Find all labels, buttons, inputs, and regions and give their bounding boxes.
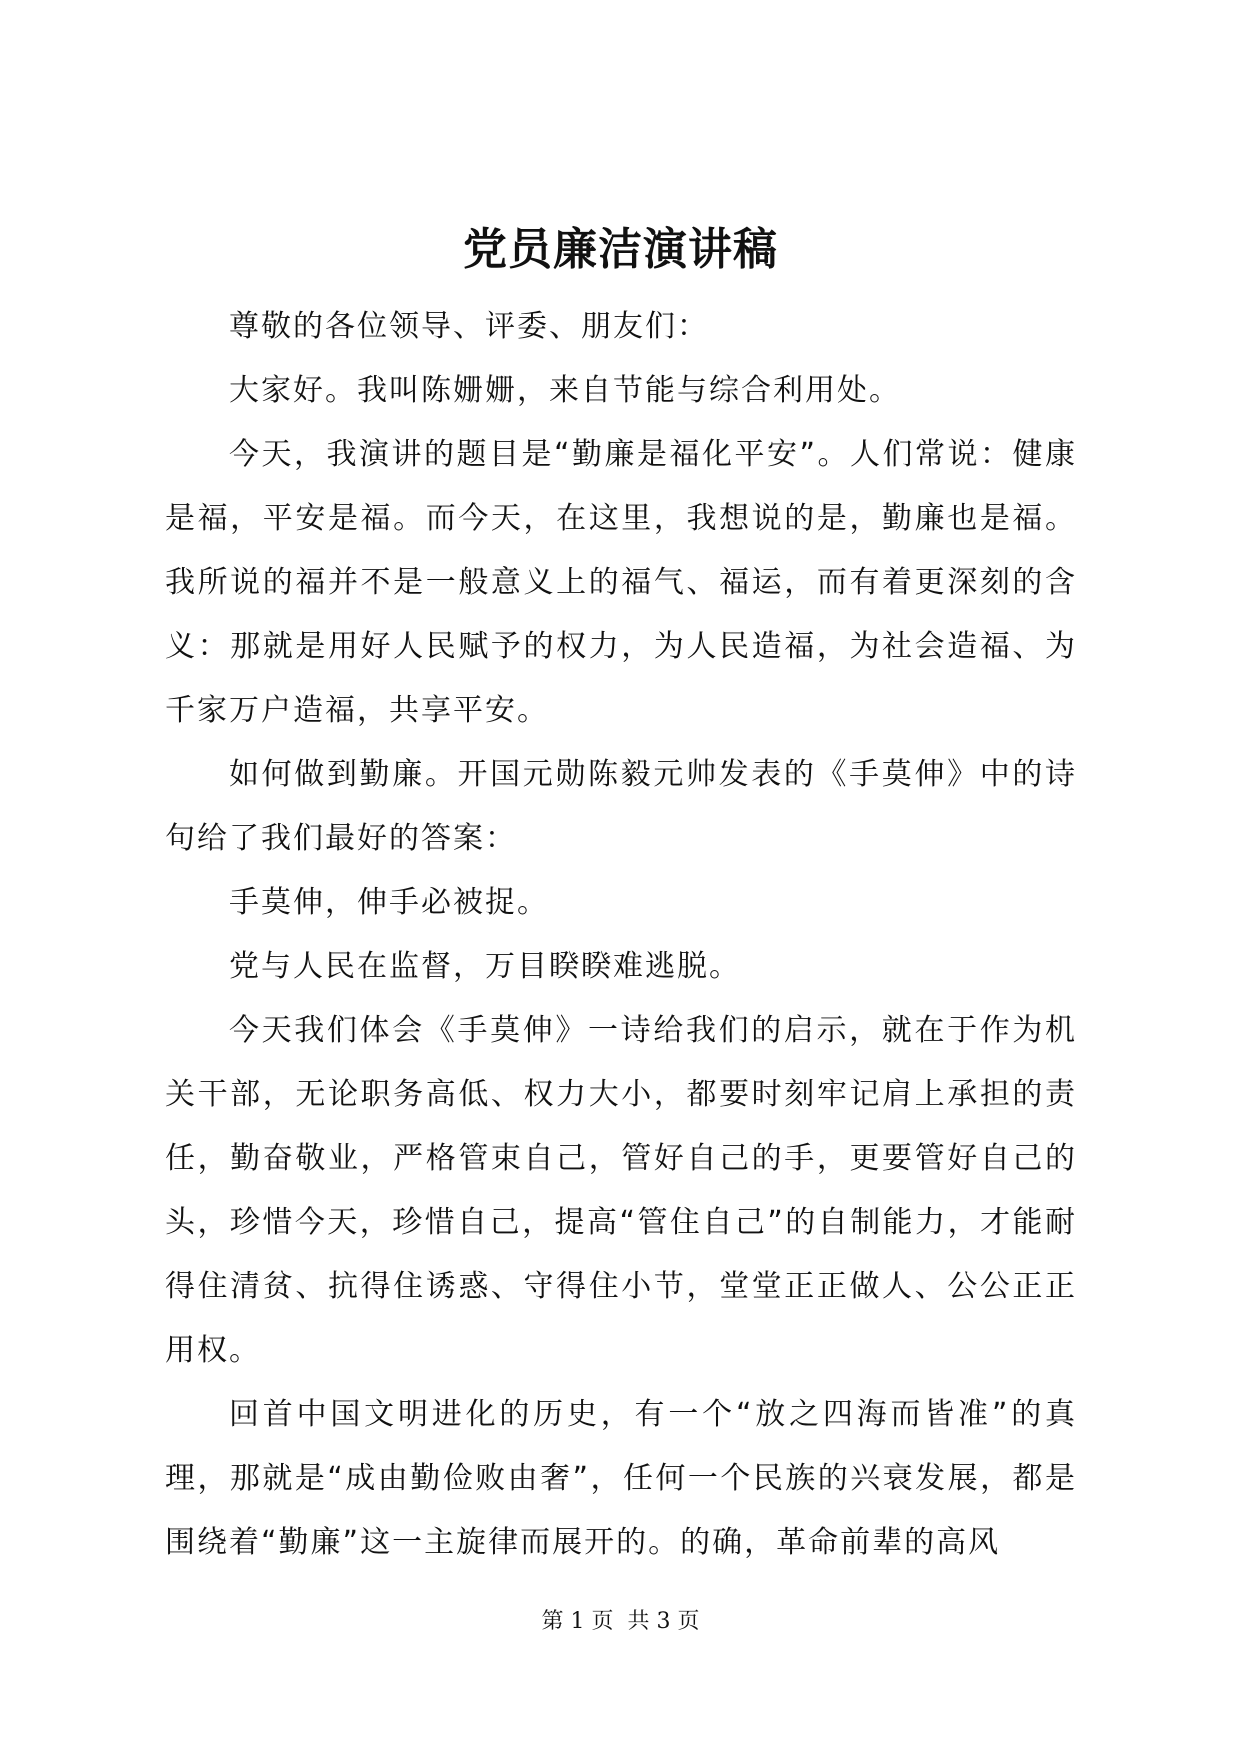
paragraph: 今天，我演讲的题目是“勤廉是福化平安”。人们常说：健康是福，平安是福。而今天，在这里，我想说的是，勤廉也是福。我所说的福并不是一般意义上的福气、福运，而有着更深刻的含义：那就是用好人民赋予的权力，为人民造福，为社会造福、为千家万户造福，共享平安。	[165, 437, 1077, 728]
paragraph: 大家好。我叫陈姗姗，来自节能与综合利用处。	[229, 373, 901, 408]
page-number: 第 1 页 共 3 页	[541, 1609, 700, 1634]
paragraph: 党与人民在监督，万目睽睽难逃脱。	[229, 949, 741, 984]
paragraph: 如何做到勤廉。开国元勋陈毅元帅发表的《手莫伸》中的诗句给了我们最好的答案：	[165, 757, 1077, 856]
document-body	[165, 295, 1077, 1575]
paragraph: 尊敬的各位领导、评委、朋友们：	[229, 309, 709, 344]
page-footer	[0, 1607, 1241, 1637]
paragraph: 手莫伸，伸手必被捉。	[229, 885, 549, 920]
document-title: 党员廉洁演讲稿	[463, 224, 778, 275]
paragraph: 今天我们体会《手莫伸》一诗给我们的启示，就在于作为机关干部，无论职务高低、权力大小，都要时刻牢记肩上承担的责任，勤奋敬业，严格管束自己，管好自己的手，更要管好自己的头，珍惜今天，珍惜自己，提高“管住自己”的自制能力，才能耐得住清贫、抗得住诱惑、守得住小节，堂堂正正做人、公公正正用权。	[165, 1013, 1077, 1368]
paragraph: 回首中国文明进化的历史，有一个“放之四海而皆准”的真理，那就是“成由勤俭败由奢”，任何一个民族的兴衰发展，都是围绕着“勤廉”这一主旋律而展开的。的确，革命前辈的高风	[165, 1397, 1077, 1560]
